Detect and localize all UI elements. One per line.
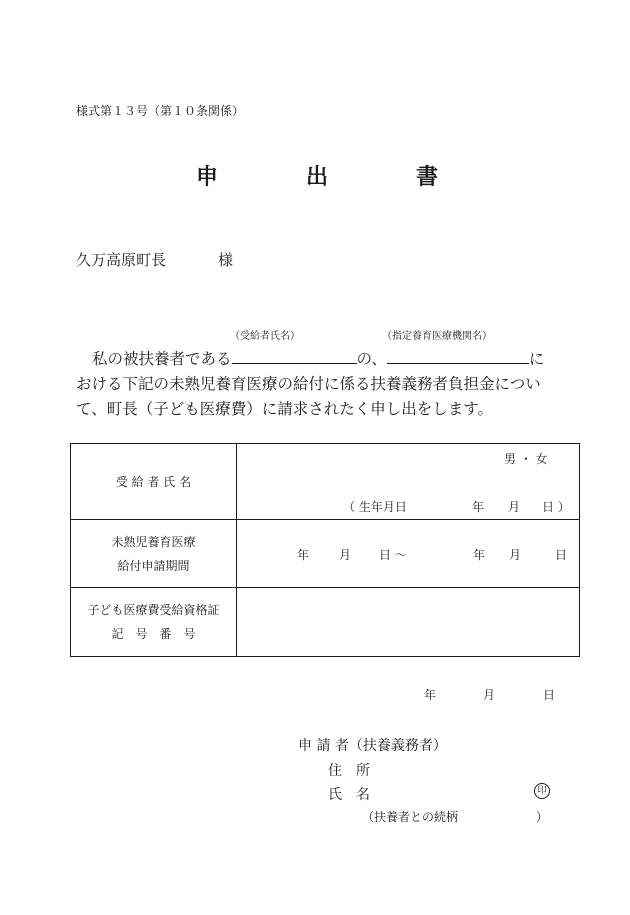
date-day-label: 日 <box>543 688 556 702</box>
birthdate-label: （ 生年月日 <box>343 500 407 514</box>
from-year-label: 年 <box>297 548 310 562</box>
eligibility-cert-header <box>71 588 237 657</box>
info-table <box>70 443 580 657</box>
institution-name-label: （指定養育医療機関名） <box>382 331 492 342</box>
body-text-1a: 私の被扶養者である <box>92 350 232 368</box>
applicant-heading: 申 請 者（扶養義務者） <box>298 738 447 754</box>
body-line-3: て、町長（子ども医療費）に請求されたく申し出をします。 <box>76 400 493 418</box>
recipient-name-cell[interactable] <box>237 444 580 520</box>
application-period-label-2: 給付申請期間 <box>117 558 190 573</box>
body-line-1 <box>92 347 544 369</box>
birth-day-label: 日 ） <box>542 500 570 514</box>
seal-icon: 印 <box>534 783 550 799</box>
recipient-name-header: 受 給 者 氏 名 <box>71 444 237 520</box>
addressee-honorific: 様 <box>218 251 234 269</box>
application-period-header <box>71 520 237 588</box>
application-period-label-1: 未熟児養育医療 <box>111 534 196 549</box>
birth-year-label: 年 <box>472 500 485 514</box>
gender-options[interactable]: 男 ・ 女 <box>504 452 548 466</box>
body-line-2: おける下記の未熟児養育医療の給付に係る扶養義務者負担金につい <box>76 375 541 393</box>
from-month-label: 月 <box>339 548 352 562</box>
eligibility-cert-label-2: 記 号 番 号 <box>111 627 196 641</box>
recipient-name-label: （受給者氏名） <box>230 331 300 342</box>
institution-name-blank[interactable] <box>387 349 529 364</box>
title-char-2: 出 <box>306 164 329 190</box>
eligibility-cert-label-1: 子ども医療費受給資格証 <box>87 603 220 617</box>
body-text-1b: の、 <box>356 350 387 368</box>
table-row <box>71 444 580 520</box>
form-number: 様式第１３号（第１０条関係） <box>76 104 245 118</box>
table-row <box>71 588 580 657</box>
to-year-label: 年 <box>473 548 486 562</box>
recipient-name-blank[interactable] <box>232 349 357 364</box>
birth-month-label: 月 <box>508 500 521 514</box>
body-text-1c: に <box>528 350 545 368</box>
applicant-name-label: 氏 名 <box>328 787 370 803</box>
title-char-3: 書 <box>416 164 439 190</box>
relation-label: （扶養者との続柄 <box>362 810 459 824</box>
from-day-label: 日 〜 <box>379 548 407 562</box>
relation-close: ） <box>536 810 549 824</box>
date-year-label: 年 <box>424 688 437 702</box>
date-month-label: 月 <box>483 688 496 702</box>
title-char-1: 申 <box>196 164 219 190</box>
addressee-name: 久万高原町長 <box>76 251 167 269</box>
table-row <box>71 520 580 588</box>
application-period-cell[interactable] <box>237 520 580 588</box>
eligibility-cert-cell[interactable] <box>237 588 580 657</box>
to-month-label: 月 <box>509 548 522 562</box>
to-day-label: 日 <box>555 548 568 562</box>
applicant-address-label: 住 所 <box>328 763 370 779</box>
